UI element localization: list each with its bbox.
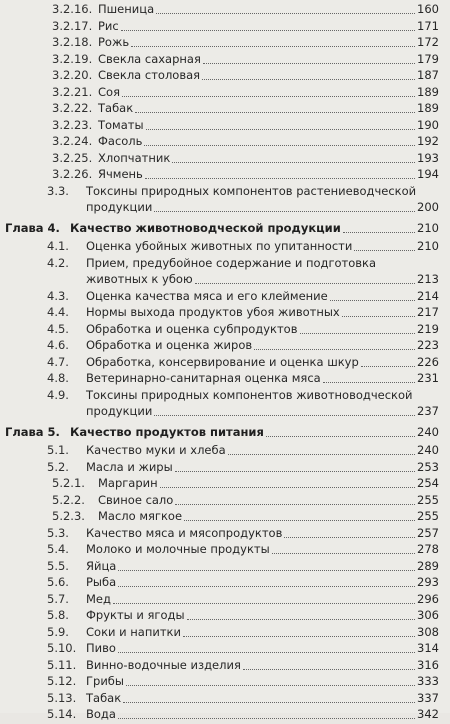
- entry-number: Глава 5.: [5, 424, 60, 439]
- entry-page-number: 254: [417, 476, 439, 490]
- toc-entry: [0, 256, 450, 289]
- entry-title: Ветеринарно-санитарная оценка мяса: [86, 371, 321, 385]
- entry-number: 3.3.: [47, 183, 69, 198]
- toc-entry: [0, 134, 450, 151]
- leader-dots: [123, 702, 415, 703]
- entry-title: Соки и напитки: [86, 624, 181, 639]
- entry-number: 3.2.25.: [52, 150, 93, 165]
- leader-dots: [175, 471, 415, 472]
- entry-page-number: 314: [417, 641, 439, 655]
- toc-entry: [0, 674, 450, 691]
- entry-title: Табак: [86, 690, 122, 705]
- entry-number: 3.2.26.: [52, 167, 93, 181]
- entry-title: Качество мяса и мясопродуктов: [86, 525, 283, 540]
- entry-number: 5.2.2.: [52, 492, 85, 507]
- leader-dots: [154, 415, 415, 416]
- entry-title: Маргарин: [98, 476, 158, 490]
- entry-title: Рожь: [98, 35, 130, 49]
- entry-page-number: 255: [417, 492, 439, 507]
- entry-page-number: 219: [417, 321, 439, 336]
- entry-title: Пшеница: [98, 2, 155, 16]
- toc-entry: [0, 559, 450, 576]
- entry-page-number: 333: [417, 674, 439, 688]
- toc-entry: [0, 289, 450, 306]
- chapter-entry: [0, 425, 450, 442]
- leader-dots: [361, 366, 415, 367]
- entry-title: Рис: [98, 18, 119, 33]
- entry-page-number: 193: [417, 150, 439, 165]
- leader-dots: [323, 382, 415, 383]
- entry-number: 5.12.: [47, 674, 77, 688]
- entry-number: 4.3.: [47, 288, 69, 303]
- toc-entry: [0, 608, 450, 625]
- entry-page-number: 306: [417, 608, 439, 622]
- entry-title: Прием, предубойное содержание и подготовка: [86, 255, 377, 270]
- toc-entry: [0, 68, 450, 85]
- toc-entry: [0, 691, 450, 708]
- entry-number: 5.4.: [47, 542, 69, 556]
- entry-title: Масло мягкое: [98, 509, 183, 523]
- entry-page-number: 342: [417, 707, 439, 721]
- leader-dots: [202, 79, 415, 80]
- entry-title: Хлопчатник: [98, 150, 171, 165]
- entry-number: 5.10.: [47, 641, 77, 655]
- leader-dots: [195, 283, 415, 284]
- entry-page-number: 217: [417, 305, 439, 319]
- leader-dots: [330, 300, 415, 301]
- entry-page-number: 213: [417, 272, 439, 286]
- toc-entry: [0, 592, 450, 609]
- toc-entry: [0, 101, 450, 118]
- entry-page-number: 200: [417, 200, 439, 214]
- leader-dots: [118, 652, 415, 653]
- entry-number: 5.13.: [47, 690, 77, 705]
- entry-title: Пиво: [86, 641, 116, 655]
- toc-entry: [0, 526, 450, 543]
- toc-entry: [0, 85, 450, 102]
- entry-title: Табак: [98, 101, 134, 115]
- toc-entry: [0, 338, 450, 355]
- leader-dots: [154, 211, 415, 212]
- toc-entry: [0, 658, 450, 675]
- entry-title: Оценка убойных животных по упитанности: [86, 239, 353, 253]
- entry-title: Молоко и молочные продукты: [86, 542, 270, 556]
- entry-page-number: 240: [417, 443, 439, 457]
- leader-dots: [183, 636, 415, 637]
- leader-dots: [343, 232, 415, 233]
- entry-title: Вода: [86, 707, 116, 721]
- entry-page-number: 189: [417, 84, 439, 99]
- entry-page-number: 337: [417, 690, 439, 705]
- entry-number: 5.2.: [47, 459, 69, 474]
- entry-title: Обработка и оценка субпродуктов: [86, 321, 298, 336]
- entry-number: 4.5.: [47, 321, 69, 336]
- entry-number: 5.11.: [47, 657, 77, 672]
- toc-entry: [0, 575, 450, 592]
- entry-page-number: 171: [417, 18, 439, 33]
- entry-number: 3.2.24.: [52, 134, 93, 148]
- entry-title: Томаты: [98, 117, 144, 132]
- toc-entry: [0, 35, 450, 52]
- entry-number: 5.5.: [47, 558, 69, 573]
- entry-number: 5.9.: [47, 624, 69, 639]
- entry-number: 4.7.: [47, 354, 69, 369]
- entry-page-number: 253: [417, 459, 439, 474]
- entry-number: 3.2.21.: [52, 84, 93, 99]
- leader-dots: [272, 553, 415, 554]
- entry-title: Оценка качества мяса и его клеймение: [86, 288, 328, 303]
- leader-dots: [266, 436, 415, 437]
- toc-entry: [0, 476, 450, 493]
- entry-page-number: 316: [417, 657, 439, 672]
- entry-number: 4.8.: [47, 371, 69, 385]
- entry-number: 3.2.23.: [52, 117, 93, 132]
- entry-number: 5.2.3.: [52, 509, 85, 523]
- entry-title: Свиное сало: [98, 492, 174, 507]
- entry-page-number: 278: [417, 542, 439, 556]
- entry-title: Мед: [86, 591, 111, 606]
- entry-page-number: 308: [417, 624, 439, 639]
- leader-dots: [228, 454, 415, 455]
- entry-title: Соя: [98, 84, 120, 99]
- entry-number: 5.14.: [47, 707, 77, 721]
- entry-number: 5.1.: [47, 443, 69, 457]
- entry-number: 3.2.17.: [52, 18, 93, 33]
- entry-number: 5.3.: [47, 525, 69, 540]
- entry-title: Фрукты и ягоды: [86, 608, 185, 622]
- entry-number: 4.6.: [47, 338, 69, 352]
- entry-title: Обработка и оценка жиров: [86, 338, 253, 352]
- leader-dots: [187, 619, 415, 620]
- leader-dots: [126, 685, 415, 686]
- toc-entry: [0, 443, 450, 460]
- toc-entry: [0, 167, 450, 184]
- entry-page-number: 190: [417, 117, 439, 132]
- entry-page-number: 289: [417, 558, 439, 573]
- entry-number: 4.4.: [47, 305, 69, 319]
- entry-page-number: 210: [417, 220, 439, 235]
- entry-number: 4.2.: [47, 255, 69, 270]
- entry-number: 4.1.: [47, 239, 69, 253]
- entry-page-number: 223: [417, 338, 439, 352]
- toc-entry: [0, 493, 450, 510]
- leader-dots: [135, 112, 415, 113]
- leader-dots: [354, 250, 415, 251]
- entry-title: Нормы выхода продуктов убоя животных: [86, 305, 340, 319]
- leader-dots: [172, 162, 415, 163]
- entry-title: Обработка, консервирование и оценка шкур: [86, 354, 359, 369]
- entry-page-number: 160: [417, 2, 439, 16]
- leader-dots: [118, 718, 415, 719]
- entry-number: 3.2.19.: [52, 51, 93, 66]
- entry-number: 5.7.: [47, 591, 69, 606]
- entry-title: Фасоль: [98, 134, 143, 148]
- leader-dots: [300, 333, 415, 334]
- entry-page-number: 210: [417, 239, 439, 253]
- entry-title: продукции: [86, 200, 153, 214]
- toc-entry: [0, 305, 450, 322]
- entry-page-number: 179: [417, 51, 439, 66]
- entry-number: 3.2.16.: [52, 2, 93, 16]
- entry-page-number: 240: [417, 424, 439, 439]
- entry-title: Качество муки и хлеба: [86, 443, 226, 457]
- entry-number: 4.9.: [47, 387, 69, 402]
- toc-entry: [0, 371, 450, 388]
- leader-dots: [144, 145, 415, 146]
- entry-number: 3.2.18.: [52, 35, 93, 49]
- toc-entry: [0, 641, 450, 658]
- toc-entry: [0, 2, 450, 19]
- entry-title: животных к убою: [86, 272, 193, 286]
- leader-dots: [284, 537, 415, 538]
- leader-dots: [118, 570, 415, 571]
- entry-number: 3.2.22.: [52, 101, 93, 115]
- entry-page-number: 237: [417, 404, 439, 418]
- leader-dots: [156, 13, 415, 14]
- leader-dots: [243, 669, 415, 670]
- leader-dots: [184, 520, 415, 521]
- entry-number: 5.8.: [47, 608, 69, 622]
- toc-entry: [0, 388, 450, 421]
- leader-dots: [131, 46, 415, 47]
- toc-entry: [0, 707, 450, 724]
- entry-page-number: 257: [417, 525, 439, 540]
- leader-dots: [160, 487, 415, 488]
- leader-dots: [342, 316, 415, 317]
- entry-title: Грибы: [86, 674, 124, 688]
- leader-dots: [113, 603, 415, 604]
- entry-number: 3.2.20.: [52, 68, 93, 82]
- entry-page-number: 296: [417, 591, 439, 606]
- entry-title: Свекла столовая: [98, 68, 201, 82]
- leader-dots: [122, 96, 415, 97]
- entry-page-number: 255: [417, 509, 439, 523]
- entry-title: Свекла сахарная: [98, 51, 201, 66]
- entry-title: Рыба: [86, 575, 117, 589]
- entry-page-number: 172: [417, 35, 439, 49]
- toc-entry: [0, 151, 450, 168]
- toc-entry: [0, 184, 450, 217]
- toc-entry: [0, 355, 450, 372]
- entry-page-number: 187: [417, 68, 439, 82]
- entry-title: Качество животноводческой продукции: [70, 220, 341, 235]
- entry-title: продукции: [86, 404, 153, 418]
- entry-title: Качество продуктов питания: [70, 424, 264, 439]
- toc-entry: [0, 625, 450, 642]
- entry-number: 5.6.: [47, 575, 69, 589]
- entry-page-number: 192: [417, 134, 439, 148]
- leader-dots: [254, 349, 415, 350]
- leader-dots: [118, 586, 415, 587]
- entry-title: Ячмень: [98, 167, 143, 181]
- leader-dots: [121, 30, 415, 31]
- toc-entry: [0, 52, 450, 69]
- entry-title: Яйца: [86, 558, 117, 573]
- entry-page-number: 189: [417, 101, 439, 115]
- entry-number: Глава 4.: [5, 220, 60, 235]
- entry-title: Масла и жиры: [86, 459, 173, 474]
- entry-number: 5.2.1.: [52, 476, 85, 490]
- entry-title: Токсины природных компонентов животноводческой: [86, 387, 413, 402]
- leader-dots: [175, 504, 415, 505]
- entry-page-number: 231: [417, 371, 439, 385]
- entry-page-number: 293: [417, 575, 439, 589]
- toc-entry: [0, 322, 450, 339]
- entry-title: Токсины природных компонентов растениеводческой: [86, 183, 417, 198]
- leader-dots: [145, 178, 415, 179]
- entry-title: Винно-водочные изделия: [86, 657, 241, 672]
- leader-dots: [146, 129, 415, 130]
- toc-entry: [0, 239, 450, 256]
- chapter-entry: [0, 221, 450, 238]
- toc-entry: [0, 118, 450, 135]
- entry-page-number: 194: [417, 167, 439, 181]
- toc-entry: [0, 542, 450, 559]
- leader-dots: [203, 63, 415, 64]
- toc-entry: [0, 460, 450, 477]
- entry-page-number: 226: [417, 354, 439, 369]
- toc-entry: [0, 19, 450, 36]
- entry-page-number: 214: [417, 288, 439, 303]
- toc-entry: [0, 509, 450, 526]
